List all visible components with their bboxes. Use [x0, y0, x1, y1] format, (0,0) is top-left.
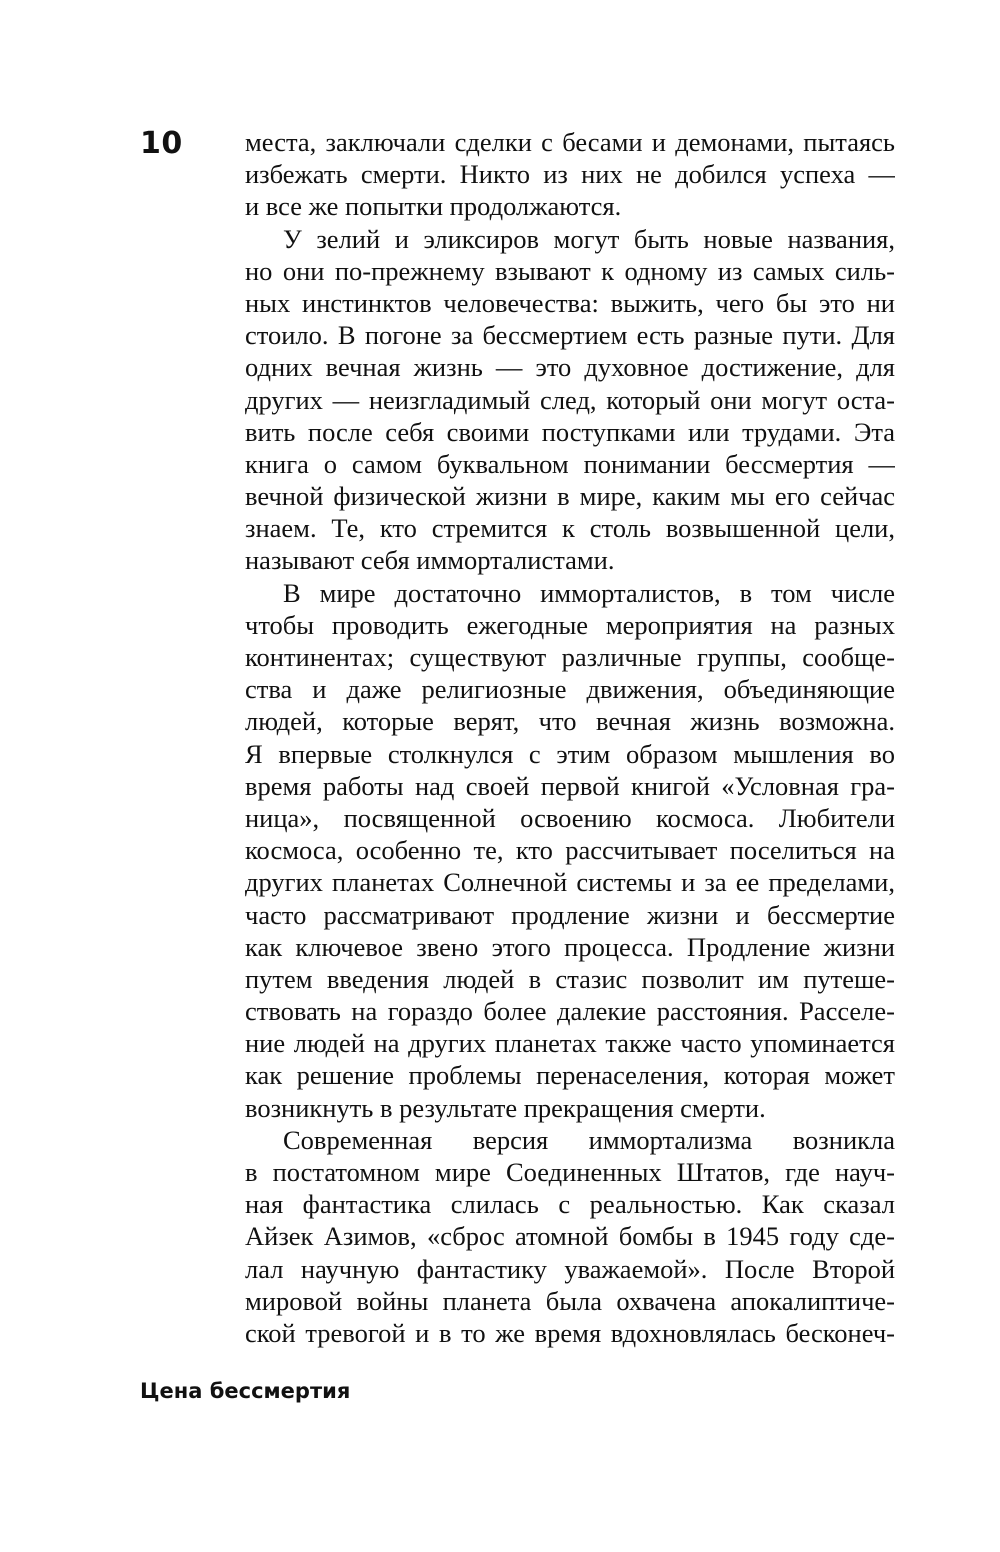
text-line: ние людей на других планетах также часто упоминается	[245, 1028, 895, 1059]
body-text	[245, 126, 895, 1349]
text-line: называют себя имморталистами.	[245, 545, 615, 576]
text-line: мировой войны планета была охвачена апокалиптиче-	[245, 1285, 895, 1316]
text-line: Современная версия иммортализма возникла	[283, 1124, 895, 1155]
text-line: других — неизгладимый след, который они могут оста-	[245, 384, 895, 415]
text-line: как ключевое звено этого процесса. Продление жизни	[245, 931, 895, 962]
text-line: путем введения людей в стазис позволит им путеше-	[245, 963, 895, 994]
text-line: Я впервые столкнулся с этим образом мышления во	[245, 738, 895, 769]
text-line: часто рассматривают продление жизни и бессмертие	[245, 899, 895, 930]
text-line: в постатомном мире Соединенных Штатов, где науч-	[245, 1157, 895, 1187]
text-line: знаем. Те, кто стремится к столь возвышенной цели,	[245, 513, 895, 544]
text-line: ства и даже религиозные движения, объединяющие	[245, 674, 895, 705]
text-line: и все же попытки продолжаются.	[245, 191, 622, 222]
text-line: Айзек Азимов, «сброс атомной бомбы в 1945 году сде-	[245, 1221, 895, 1252]
text-line: ствовать на гораздо более далекие расстояния. Расселе-	[245, 996, 895, 1027]
text-line: вечной физической жизни в мире, каким мы его сейчас	[245, 481, 895, 512]
text-line: лал научную фантастику уважаемой». После Второй	[245, 1253, 895, 1284]
text-line: вить после себя своими поступками или трудами. Эта	[245, 416, 895, 447]
text-line: людей, которые верят, что вечная жизнь возможна.	[245, 706, 895, 737]
text-line: одних вечная жизнь — это духовное достижение, для	[245, 352, 895, 383]
text-line: В мире достаточно имморталистов, в том числе	[283, 577, 895, 608]
text-line: время работы над своей первой книгой «Условная гра-	[245, 770, 895, 801]
text-line: книга о самом буквальном понимании бессмертия —	[245, 448, 895, 479]
text-line: У зелий и эликсиров могут быть новые названия,	[283, 223, 895, 254]
text-line: ница», посвященной освоению космоса. Любители	[245, 802, 895, 833]
running-footer-book-title: Цена бессмертия	[140, 1379, 351, 1403]
text-line: чтобы проводить ежегодные мероприятия на разных	[245, 609, 895, 640]
text-line: стоило. В погоне за бессмертием есть разные пути. Для	[245, 320, 895, 351]
text-line: избежать смерти. Никто из них не добился успеха —	[245, 159, 895, 190]
text-line: возникнуть в результате прекращения смерти.	[245, 1092, 766, 1123]
text-line: ных инстинктов человечества: выжить, чего бы это ни	[245, 287, 895, 318]
text-line: как решение проблемы перенаселения, которая может	[245, 1060, 895, 1091]
text-line: континентах; существуют различные группы, сообще-	[245, 642, 895, 672]
text-line: места, заключали сделки с бесами и демонами, пытаясь	[245, 127, 895, 157]
text-line: но они по-прежнему взывают к одному из самых силь-	[245, 255, 895, 286]
text-line: ная фантастика слилась с реальностью. Как сказал	[245, 1189, 895, 1220]
text-line: космоса, особенно те, кто рассчитывает поселиться на	[245, 835, 895, 866]
text-line: других планетах Солнечной системы и за ее пределами,	[245, 867, 895, 898]
page-number: 10	[140, 126, 183, 161]
text-line: ской тревогой и в то же время вдохновлялась бесконеч-	[245, 1317, 895, 1348]
